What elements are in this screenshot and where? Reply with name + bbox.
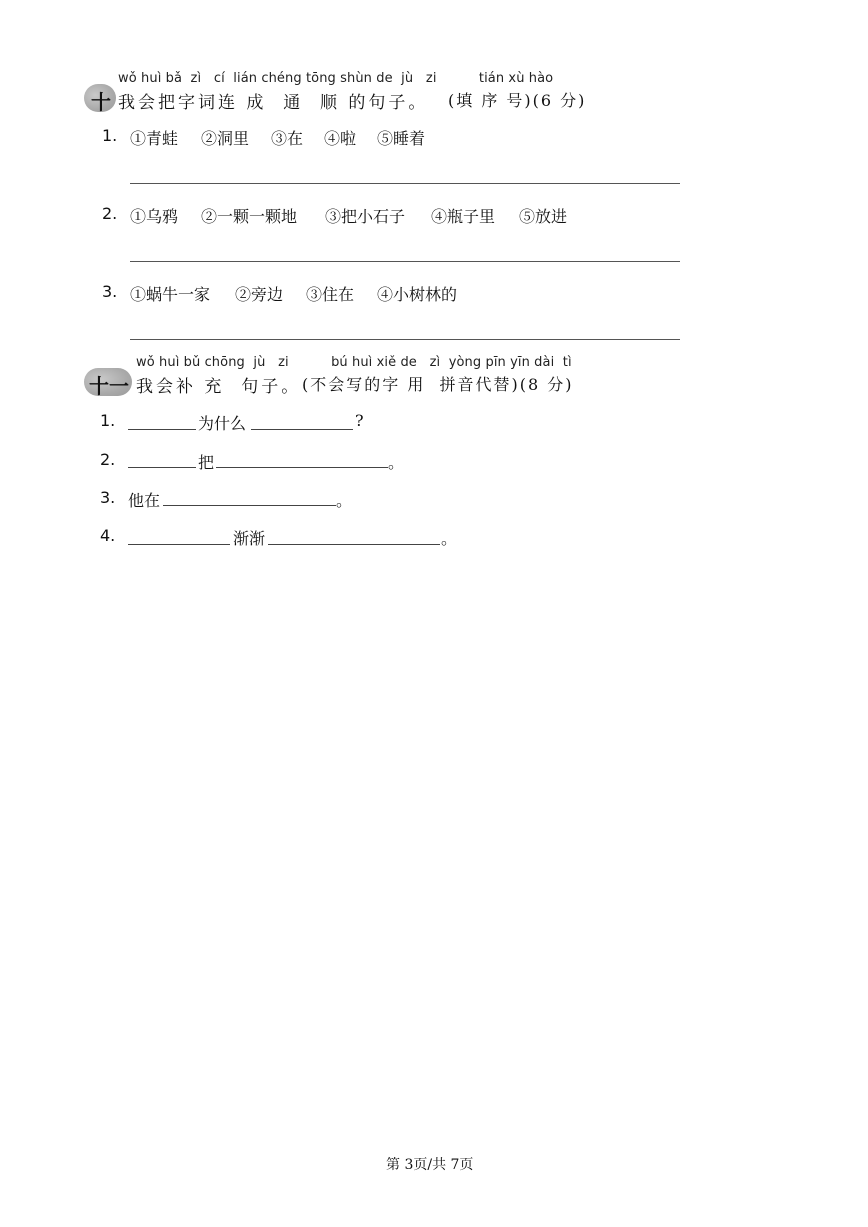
section10-pinyin: wǒ huì bǎ zì cí lián chéng tōng shùn de jù zi tián xù hào bbox=[118, 71, 554, 86]
section11-note: (不会写的字 用 拼音代替)(8 分) bbox=[302, 375, 574, 394]
s10-q2-option-4: ④瓶子里 bbox=[431, 207, 496, 226]
s10-q3-number: 3. bbox=[102, 282, 118, 301]
section11-title: 我会补 充 句子。 bbox=[136, 377, 302, 397]
s10-q1-option-3: ③在 bbox=[271, 129, 304, 148]
s11-q1-number: 1. bbox=[100, 411, 116, 430]
s11-q2-blank-2[interactable] bbox=[216, 467, 388, 468]
s10-q1-number: 1. bbox=[102, 126, 118, 145]
s10-q2-option-2: ②一颗一颗地 bbox=[201, 207, 298, 226]
s11-q4-blank-2[interactable] bbox=[268, 544, 440, 545]
s10-q1-option-1: ①青蛙 bbox=[130, 129, 179, 148]
section11-number: 十一 bbox=[89, 374, 129, 398]
s10-q2-answer-line[interactable] bbox=[130, 261, 680, 262]
s11-q4-word: 渐渐 bbox=[233, 529, 266, 548]
s10-q3-answer-line[interactable] bbox=[130, 339, 680, 340]
s11-q3-end-mark: 。 bbox=[336, 491, 353, 510]
s10-q1-option-4: ④啦 bbox=[324, 129, 357, 148]
section10-title: 我会把字词连 成 通 顺 的句子。 bbox=[118, 93, 429, 113]
s10-q2-option-1: ①乌鸦 bbox=[130, 207, 179, 226]
s10-q3-option-1: ①蜗牛一家 bbox=[130, 285, 211, 304]
s11-q3-number: 3. bbox=[100, 488, 116, 507]
s10-q2-number: 2. bbox=[102, 204, 118, 223]
s11-q2-number: 2. bbox=[100, 450, 116, 469]
s11-q3-blank[interactable] bbox=[163, 505, 336, 506]
s11-q2-word: 把 bbox=[198, 453, 215, 472]
page-footer: 第 3页/共 7页 bbox=[386, 1157, 474, 1173]
s11-q4-blank-1[interactable] bbox=[128, 544, 230, 545]
s10-q2-option-5: ⑤放进 bbox=[519, 207, 568, 226]
s11-q1-word: 为什么 bbox=[198, 414, 247, 433]
s11-q4-number: 4. bbox=[100, 526, 116, 545]
section10-number: 十 bbox=[91, 90, 111, 114]
s11-q4-end-mark: 。 bbox=[441, 529, 458, 548]
s10-q1-option-2: ②洞里 bbox=[201, 129, 250, 148]
s11-q1-blank-2[interactable] bbox=[251, 429, 353, 430]
s10-q1-option-5: ⑤睡着 bbox=[377, 129, 426, 148]
s11-q3-word: 他在 bbox=[128, 491, 161, 510]
s11-q1-end-mark: ? bbox=[355, 411, 364, 430]
s11-q1-blank-1[interactable] bbox=[128, 429, 196, 430]
s11-q2-end-mark: 。 bbox=[388, 453, 405, 472]
s10-q1-answer-line[interactable] bbox=[130, 183, 680, 184]
s10-q3-option-3: ③住在 bbox=[306, 285, 355, 304]
section11-pinyin: wǒ huì bǔ chōng jù zi bú huì xiě de zì yòng pīn yīn dài tì bbox=[136, 355, 572, 370]
s10-q2-option-3: ③把小石子 bbox=[325, 207, 406, 226]
s10-q3-option-4: ④小树林的 bbox=[377, 285, 458, 304]
s10-q3-option-2: ②旁边 bbox=[235, 285, 284, 304]
s11-q2-blank-1[interactable] bbox=[128, 467, 196, 468]
section10-note: (填 序 号)(6 分) bbox=[448, 91, 587, 110]
